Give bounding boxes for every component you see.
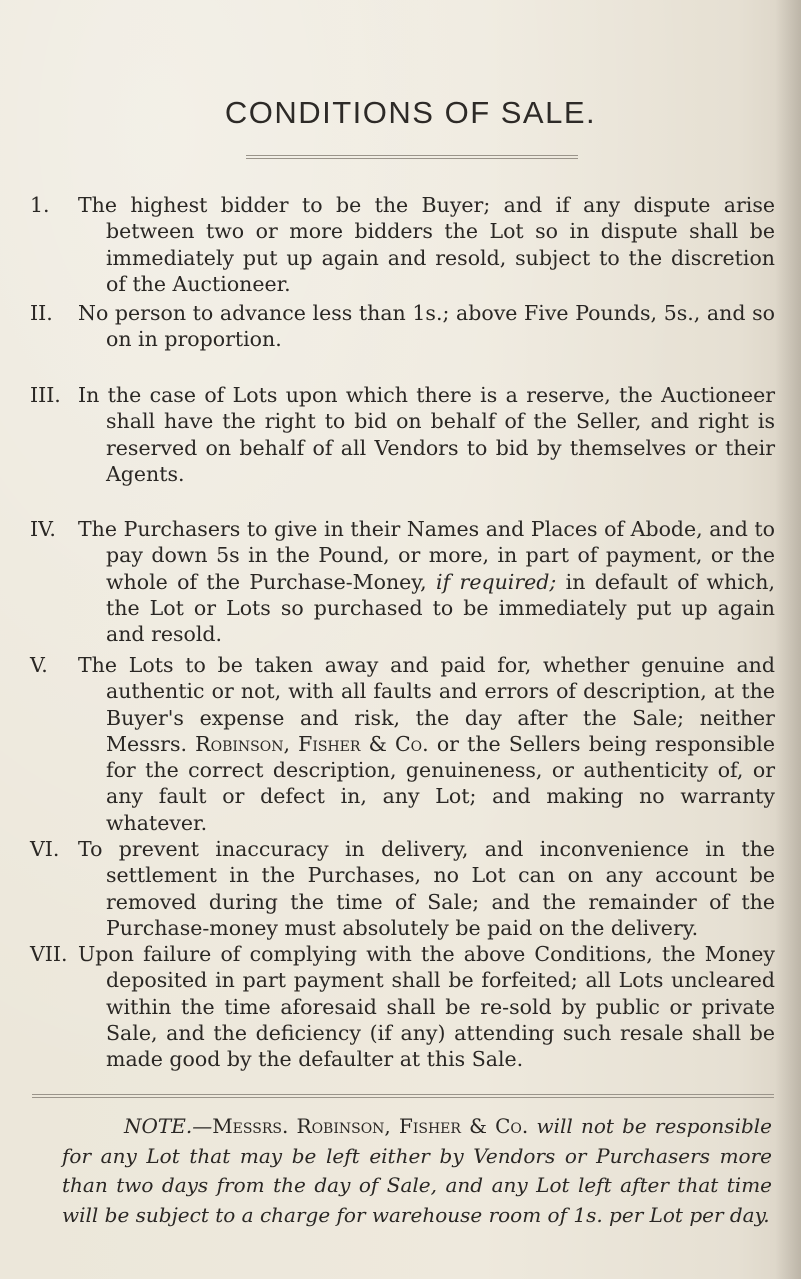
- condition-number: VI.: [30, 837, 60, 861]
- condition-4: [30, 516, 775, 647]
- condition-text-part: in default of which, the Lot or Lots so purchased to be immediately put up again and resold.: [106, 569, 775, 647]
- condition-text: To prevent inaccuracy in delivery, and inconvenience in the settlement in the Purchases, no Lot can on any account be removed during the time of Sale; and the remainder of the Purchase-money must absolutely be paid on the delivery.: [78, 837, 775, 940]
- page-title: CONDITIONS OF SALE.: [224, 95, 597, 130]
- note-label: NOTE.—: [124, 1114, 213, 1138]
- condition-text-italic: if required;: [436, 569, 557, 594]
- condition-3: [30, 382, 775, 487]
- condition-7: [30, 941, 775, 1072]
- condition-number: IV.: [30, 517, 56, 541]
- condition-number: III.: [30, 383, 61, 407]
- condition-text: [78, 652, 775, 836]
- note-firm: Messrs. Robinson, Fisher & Co.: [212, 1114, 529, 1138]
- condition-2: [30, 300, 775, 353]
- note-text: will not be responsible for any Lot that may be left either by Vendors or Purchasers more than two days from the day of Sale, and any Lot left after that time will be subject to a charge for warehouse room of 1s. per Lot per day.: [62, 1114, 772, 1227]
- condition-text: The highest bidder to be the Buyer; and if any dispute arise between two or more bidders the Lot so in dispute shall be immediately put up again and resold, subject to the discretion of the Auctioneer.: [78, 193, 775, 296]
- condition-text: [78, 516, 775, 647]
- condition-text: Upon failure of complying with the above Conditions, the Money deposited in part payment shall be forfeited; all Lots uncleared within the time aforesaid shall be re-sold by public or private Sale, and the deficiency (if any) attending such resale shall be made good by the defaulter at this Sale.: [78, 942, 775, 1072]
- condition-number: V.: [30, 653, 48, 677]
- condition-text: In the case of Lots upon which there is a reserve, the Auctioneer shall have the right to bid on behalf of the Seller, and right is reserved on behalf of all Vendors to bid by themselves or their Agents.: [78, 383, 775, 486]
- condition-number: II.: [30, 301, 53, 325]
- title-rule: [246, 155, 578, 159]
- condition-6: [30, 836, 775, 941]
- note-separator-rule: [32, 1094, 774, 1098]
- condition-number: VII.: [30, 942, 68, 966]
- condition-1: [30, 192, 775, 297]
- condition-text-part: The Purchasers to give in their Names and Places of Abode, and to pay down 5s in the Pound, or more, in part of payment, or the whole of the Purchase-Money,: [78, 517, 775, 594]
- condition-text-part: The Lots to be taken away and paid for, whether genuine and authentic or not, with all faults and errors of description, at the Buyer's expense and risk, the day after the Sale; neither Messrs.: [78, 653, 775, 756]
- condition-5: [30, 652, 775, 836]
- page-edge-shadow: [775, 0, 801, 1279]
- condition-number: 1.: [30, 193, 50, 217]
- condition-text: No person to advance less than 1s.; above Five Pounds, 5s., and so on in proportion.: [78, 301, 775, 352]
- condition-text-part: or the Sellers being responsible for the correct description, genuineness, or authenticity of, or any fault or defect in, any Lot; and making no warranty whatever.: [106, 731, 775, 835]
- firm-name: Robinson, Fisher & Co.: [195, 731, 429, 756]
- footnote: [62, 1112, 772, 1230]
